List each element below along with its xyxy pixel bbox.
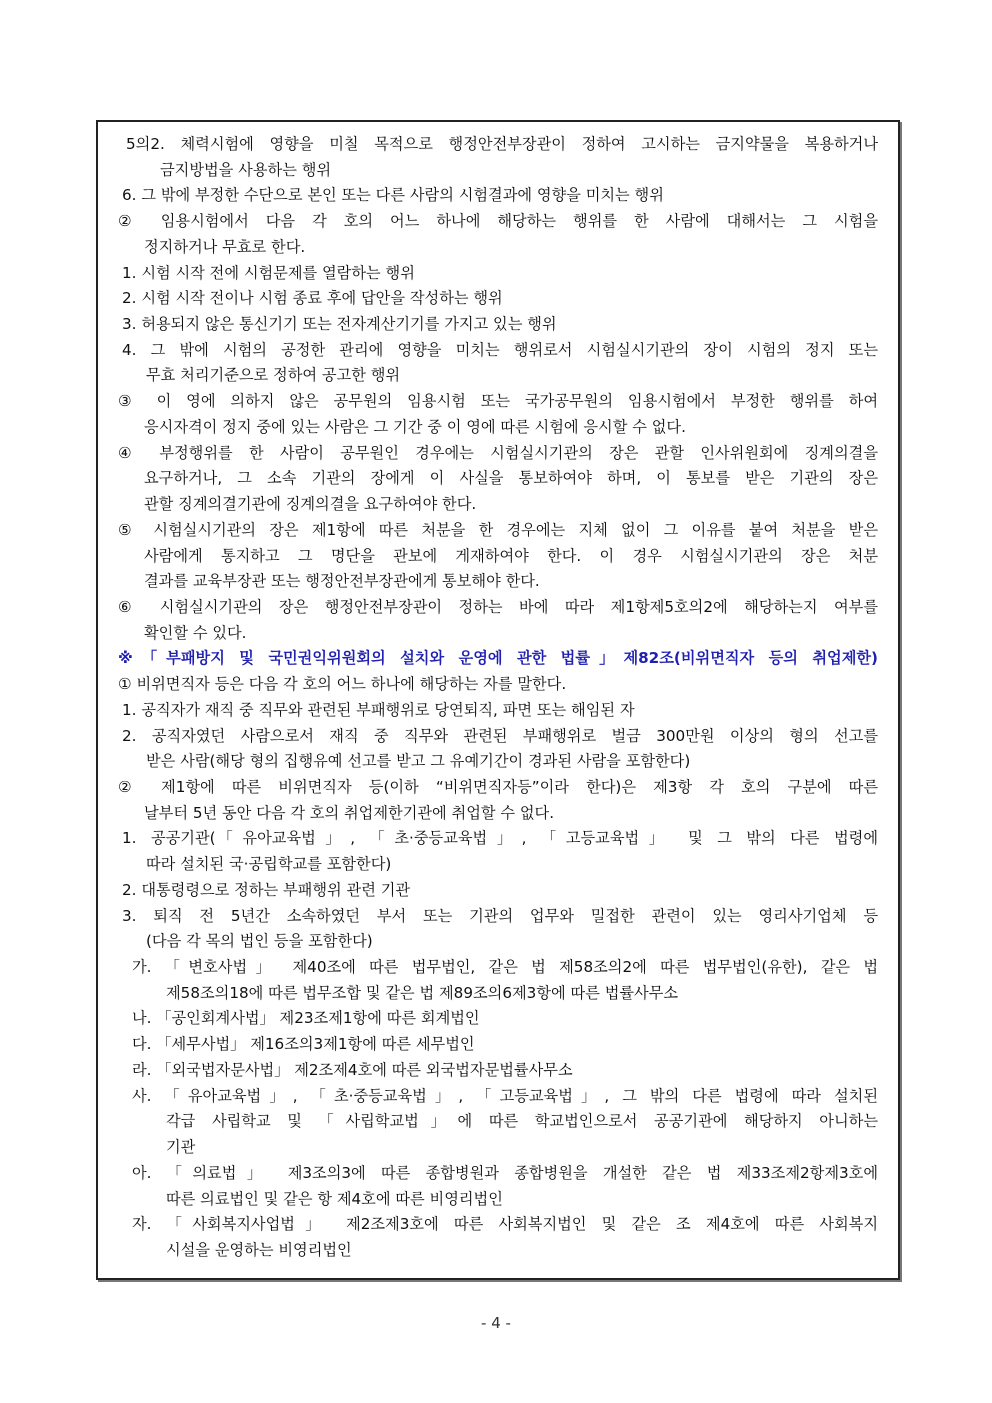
text-line: 나. 「공인회계사법」 제23조제1항에 따른 회계법인 <box>132 1009 480 1028</box>
text-line: 제58조의18에 따른 법무조합 및 같은 법 제89조의6제3항에 따른 법률사무소 <box>166 983 679 1002</box>
text-line: 4. 그 밖에 시험의 공정한 관리에 영향을 미치는 행위로서 시험실시기관의 장이 시험의 정지 또는 <box>122 340 878 359</box>
text-line: 6. 그 밖에 부정한 수단으로 본인 또는 다른 사람의 시험결과에 영향을 미치는 행위 <box>122 186 664 205</box>
text-line: ⑤ 시험실시기관의 장은 제1항에 따른 처분을 한 경우에는 지체 없이 그 이유를 붙여 처분을 받은 <box>118 520 878 539</box>
text-line: 2. 공직자였던 사람으로서 재직 중 직무와 관련된 부패행위로 벌금 300만원 이상의 형의 선고를 <box>122 726 878 745</box>
text-line: 가. 「변호사법」 제40조에 따른 법무법인, 같은 법 제58조의2에 따른 법무법인(유한), 같은 법 <box>132 958 878 977</box>
text-line: 사. 「유아교육법」, 「초·중등교육법」, 「고등교육법」, 그 밖의 다른 법령에 따라 설치된 <box>132 1086 878 1105</box>
section-heading: ※「부패방지 및 국민권익위원회의 설치와 운영에 관한 법률」제82조(비위면직자 등의 취업제한) <box>118 649 878 668</box>
text-line: 받은 사람(해당 형의 집행유예 선고를 받고 그 유예기간이 경과된 사람을 포함한다) <box>146 752 691 771</box>
text-line: 1. 공공기관(「유아교육법」, 「초·중등교육법」, 「고등교육법」 및 그 밖의 다른 법령에 <box>122 829 878 848</box>
text-line: 응시자격이 정지 중에 있는 사람은 그 기간 중 이 영에 따른 시험에 응시할 수 없다. <box>144 417 686 436</box>
text-line: (다음 각 목의 법인 등을 포함한다) <box>146 932 373 951</box>
text-line: ① 비위면직자 등은 다음 각 호의 어느 하나에 해당하는 자를 말한다. <box>118 675 567 694</box>
text-line: 정지하거나 무효로 한다. <box>144 237 306 256</box>
text-line: 요구하거나, 그 소속 기관의 장에게 이 사실을 통보하여야 하며, 이 통보를 받은 기관의 장은 <box>144 469 878 488</box>
text-line: 라. 「외국법자문사법」 제2조제4호에 따른 외국법자문법률사무소 <box>132 1060 573 1079</box>
text-line: 무효 처리기준으로 정하여 공고한 행위 <box>146 366 401 385</box>
text-line: 따라 설치된 국·공립학교를 포함한다) <box>146 855 392 874</box>
text-line: 자. 「사회복지사업법」 제2조제3호에 따른 사회복지법인 및 같은 조 제4호에 따른 사회복지 <box>132 1215 878 1234</box>
text-line: ② 임용시험에서 다음 각 호의 어느 하나에 해당하는 행위를 한 사람에 대해서는 그 시험을 <box>118 212 878 231</box>
text-line: 결과를 교육부장관 또는 행정안전부장관에게 통보해야 한다. <box>144 572 540 591</box>
regulation-text <box>98 122 898 1278</box>
text-line: 2. 시험 시작 전이나 시험 종료 후에 답안을 작성하는 행위 <box>122 289 503 308</box>
page-number: - 4 - <box>481 1314 511 1332</box>
text-line: 사람에게 통지하고 그 명단을 관보에 게재하여야 한다. 이 경우 시험실시기관의 장은 처분 <box>144 546 878 565</box>
text-line: 1. 시험 시작 전에 시험문제를 열람하는 행위 <box>122 263 415 282</box>
text-line: 날부터 5년 동안 다음 각 호의 취업제한기관에 취업할 수 없다. <box>144 803 555 822</box>
text-line: 각급 사립학교 및 「사립학교법」에 따른 학교법인으로서 공공기관에 해당하지 아니하는 <box>166 1112 878 1131</box>
text-line: 3. 퇴직 전 5년간 소속하였던 부서 또는 기관의 업무와 밀접한 관련이 있는 영리사기업체 등 <box>122 906 878 925</box>
text-line: 아. 「의료법」 제3조의3에 따른 종합병원과 종합병원을 개설한 같은 법 제33조제2항제3호에 <box>132 1163 878 1182</box>
text-line: 5의2. 체력시험에 영향을 미칠 목적으로 행정안전부장관이 정하여 고시하는 금지약물을 복용하거나 <box>126 135 878 153</box>
text-line: 다. 「세무사법」 제16조의3제1항에 따른 세무법인 <box>132 1035 475 1054</box>
text-line: 1. 공직자가 재직 중 직무와 관련된 부패행위로 당연퇴직, 파면 또는 해임된 자 <box>122 700 635 719</box>
text-line: ③ 이 영에 의하지 않은 공무원의 임용시험 또는 국가공무원의 임용시험에서 부정한 행위를 하여 <box>118 392 878 411</box>
text-line: 따른 의료법인 및 같은 항 제4호에 따른 비영리법인 <box>166 1189 503 1208</box>
text-line: 확인할 수 있다. <box>144 623 247 642</box>
text-line: 2. 대통령령으로 정하는 부패행위 관련 기관 <box>122 880 411 899</box>
text-line: ② 제1항에 따른 비위면직자 등(이하 “비위면직자등”이라 한다)은 제3항 각 호의 구분에 따른 <box>118 778 878 796</box>
text-line: ④ 부정행위를 한 사람이 공무원인 경우에는 시험실시기관의 장은 관할 인사위원회에 징계의결을 <box>118 443 878 462</box>
text-line: 금지방법을 사용하는 행위 <box>160 160 332 179</box>
regulation-text-box <box>96 120 900 1280</box>
text-line: ⑥ 시험실시기관의 장은 행정안전부장관이 정하는 바에 따라 제1항제5호의2에 해당하는지 여부를 <box>118 597 878 616</box>
text-line: 시설을 운영하는 비영리법인 <box>166 1240 352 1259</box>
text-line: 3. 허용되지 않은 통신기기 또는 전자계산기기를 가지고 있는 행위 <box>122 315 557 334</box>
text-line: 기관 <box>166 1138 196 1157</box>
text-line: 관할 징계의결기관에 징계의결을 요구하여야 한다. <box>144 495 477 514</box>
